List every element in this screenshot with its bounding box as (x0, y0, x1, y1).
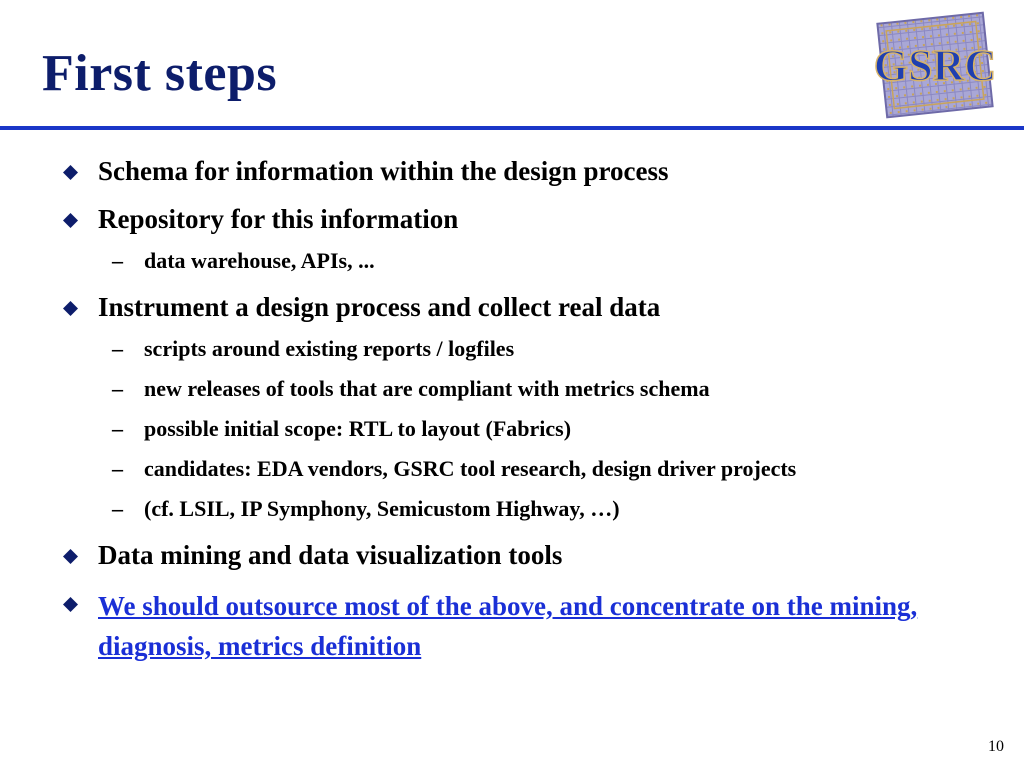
page-number: 10 (988, 738, 1004, 755)
sub-text: new releases of tools that are compliant with metrics schema (144, 376, 710, 401)
title-divider (0, 126, 1024, 130)
sub-text: possible initial scope: RTL to layout (Fabrics) (144, 416, 572, 441)
bullet-text: Schema for information within the design process (98, 156, 669, 186)
sub-item (60, 493, 980, 524)
diamond-bullet-icon (63, 549, 78, 564)
sub-text: candidates: EDA vendors, GSRC tool research, design driver projects (144, 456, 797, 481)
sub-text: scripts around existing reports / logfiles (144, 336, 515, 361)
sub-item (60, 413, 980, 444)
dash-bullet-icon: – (112, 376, 123, 401)
bullet-item (60, 538, 980, 572)
gsrc-logo (860, 10, 1010, 120)
dash-bullet-icon: – (112, 416, 123, 441)
diamond-bullet-icon (63, 165, 78, 180)
diamond-bullet-icon (63, 301, 78, 316)
sub-item (60, 373, 980, 404)
bullet-list (60, 150, 980, 666)
bullet-text: Data mining and data visualization tools (98, 540, 563, 570)
sub-item (60, 245, 980, 276)
bullet-item (60, 154, 980, 188)
bullet-text: Repository for this information (98, 204, 459, 234)
outsource-link[interactable]: We should outsource most of the above, and concentrate on the mining, diagnosis, metrics definition (98, 591, 918, 661)
dash-bullet-icon: – (112, 248, 123, 273)
diamond-bullet-icon (63, 597, 78, 612)
sub-item (60, 333, 980, 364)
bullet-item (60, 586, 980, 666)
dash-bullet-icon: – (112, 496, 123, 521)
slide-title: First steps (42, 45, 278, 102)
sub-item (60, 453, 980, 484)
dash-bullet-icon: – (112, 456, 123, 481)
svg-text:GSRC: GSRC (873, 41, 997, 90)
diamond-bullet-icon (63, 213, 78, 228)
sub-text: (cf. LSIL, IP Symphony, Semicustom Highway, …) (144, 496, 620, 521)
bullet-item (60, 290, 980, 324)
sub-text: data warehouse, APIs, ... (144, 248, 375, 273)
dash-bullet-icon: – (112, 336, 123, 361)
bullet-item (60, 202, 980, 236)
bullet-text: Instrument a design process and collect real data (98, 292, 661, 322)
